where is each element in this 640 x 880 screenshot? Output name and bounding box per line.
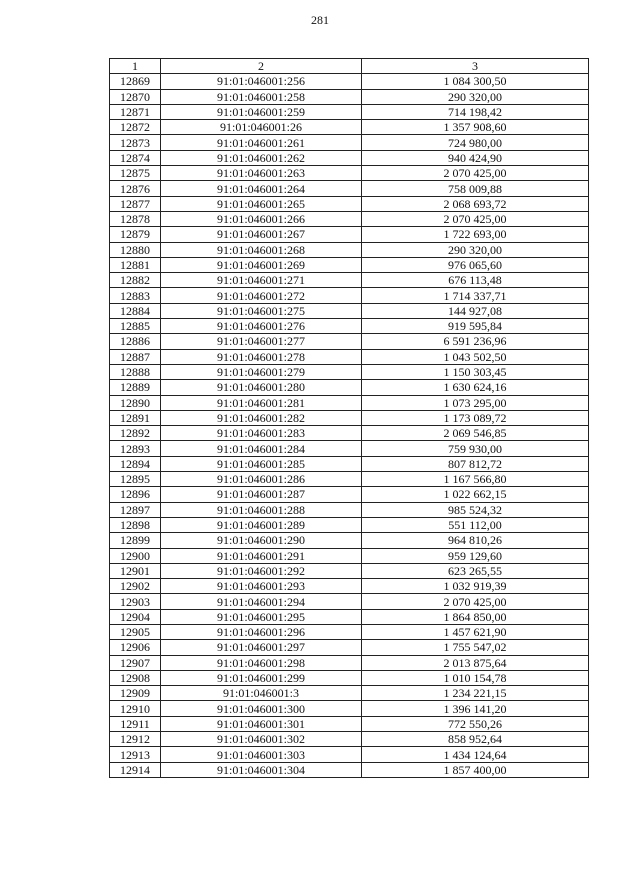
cadastral-number-cell: 91:01:046001:264 [161, 181, 362, 196]
row-number-cell: 12912 [110, 732, 161, 747]
table-row [110, 288, 589, 303]
table-row [110, 242, 589, 257]
row-number-cell: 12894 [110, 456, 161, 471]
value-cell: 1 396 141,20 [362, 701, 589, 716]
table-row [110, 548, 589, 563]
table-row [110, 166, 589, 181]
registry-table [109, 58, 589, 778]
cadastral-number-cell: 91:01:046001:265 [161, 196, 362, 211]
cadastral-number-cell: 91:01:046001:299 [161, 670, 362, 685]
value-cell: 919 595,84 [362, 319, 589, 334]
cadastral-number-cell: 91:01:046001:266 [161, 211, 362, 226]
cadastral-number-cell: 91:01:046001:272 [161, 288, 362, 303]
row-number-cell: 12874 [110, 150, 161, 165]
value-cell: 1 167 566,80 [362, 472, 589, 487]
row-number-cell: 12903 [110, 594, 161, 609]
row-number-cell: 12878 [110, 211, 161, 226]
cadastral-number-cell: 91:01:046001:271 [161, 273, 362, 288]
table-row [110, 441, 589, 456]
row-number-cell: 12882 [110, 273, 161, 288]
row-number-cell: 12876 [110, 181, 161, 196]
value-cell: 1 864 850,00 [362, 609, 589, 624]
cadastral-number-cell: 91:01:046001:258 [161, 89, 362, 104]
row-number-cell: 12880 [110, 242, 161, 257]
row-number-cell: 12902 [110, 579, 161, 594]
row-number-cell: 12897 [110, 502, 161, 517]
row-number-cell: 12901 [110, 563, 161, 578]
value-cell: 1 434 124,64 [362, 747, 589, 762]
table-row [110, 426, 589, 441]
table-row [110, 380, 589, 395]
value-cell: 1 043 502,50 [362, 349, 589, 364]
row-number-cell: 12896 [110, 487, 161, 502]
value-cell: 623 265,55 [362, 563, 589, 578]
cadastral-number-cell: 91:01:046001:293 [161, 579, 362, 594]
value-cell: 759 930,00 [362, 441, 589, 456]
table-row [110, 732, 589, 747]
table-row [110, 670, 589, 685]
table-row [110, 211, 589, 226]
value-cell: 758 009,88 [362, 181, 589, 196]
row-number-cell: 12892 [110, 426, 161, 441]
table-row [110, 410, 589, 425]
cadastral-number-cell: 91:01:046001:267 [161, 227, 362, 242]
row-number-cell: 12895 [110, 472, 161, 487]
table-row [110, 196, 589, 211]
cadastral-number-cell: 91:01:046001:288 [161, 502, 362, 517]
cadastral-number-cell: 91:01:046001:3 [161, 686, 362, 701]
value-cell: 1 630 624,16 [362, 380, 589, 395]
table-row [110, 104, 589, 119]
cadastral-number-cell: 91:01:046001:276 [161, 319, 362, 334]
row-number-cell: 12890 [110, 395, 161, 410]
table-row [110, 456, 589, 471]
row-number-cell: 12907 [110, 655, 161, 670]
table-row [110, 686, 589, 701]
cadastral-number-cell: 91:01:046001:291 [161, 548, 362, 563]
table-row [110, 502, 589, 517]
cadastral-number-cell: 91:01:046001:304 [161, 762, 362, 777]
table-header [110, 59, 589, 74]
row-number-cell: 12914 [110, 762, 161, 777]
cadastral-number-cell: 91:01:046001:262 [161, 150, 362, 165]
row-number-cell: 12869 [110, 74, 161, 89]
table-row [110, 579, 589, 594]
row-number-cell: 12893 [110, 441, 161, 456]
cadastral-number-cell: 91:01:046001:297 [161, 640, 362, 655]
cadastral-number-cell: 91:01:046001:280 [161, 380, 362, 395]
value-cell: 976 065,60 [362, 257, 589, 272]
table-row [110, 517, 589, 532]
value-cell: 2 070 425,00 [362, 166, 589, 181]
table-row [110, 701, 589, 716]
cadastral-number-cell: 91:01:046001:301 [161, 716, 362, 731]
value-cell: 714 198,42 [362, 104, 589, 119]
table-row [110, 762, 589, 777]
table-row [110, 89, 589, 104]
cadastral-number-cell: 91:01:046001:277 [161, 334, 362, 349]
row-number-cell: 12905 [110, 624, 161, 639]
table-row [110, 716, 589, 731]
cadastral-number-cell: 91:01:046001:256 [161, 74, 362, 89]
value-cell: 2 070 425,00 [362, 211, 589, 226]
row-number-cell: 12900 [110, 548, 161, 563]
row-number-cell: 12877 [110, 196, 161, 211]
page-number: 281 [311, 13, 329, 27]
cadastral-number-cell: 91:01:046001:278 [161, 349, 362, 364]
row-number-cell: 12871 [110, 104, 161, 119]
value-cell: 2 069 546,85 [362, 426, 589, 441]
row-number-cell: 12881 [110, 257, 161, 272]
row-number-cell: 12904 [110, 609, 161, 624]
value-cell: 858 952,64 [362, 732, 589, 747]
row-number-cell: 12873 [110, 135, 161, 150]
value-cell: 676 113,48 [362, 273, 589, 288]
table-row [110, 609, 589, 624]
row-number-cell: 12911 [110, 716, 161, 731]
row-number-cell: 12870 [110, 89, 161, 104]
value-cell: 1 022 662,15 [362, 487, 589, 502]
row-number-cell: 12908 [110, 670, 161, 685]
table-row [110, 364, 589, 379]
value-cell: 2 013 875,64 [362, 655, 589, 670]
cadastral-number-cell: 91:01:046001:285 [161, 456, 362, 471]
table-row [110, 395, 589, 410]
table-row [110, 624, 589, 639]
value-cell: 1 150 303,45 [362, 364, 589, 379]
value-cell: 964 810,26 [362, 533, 589, 548]
value-cell: 1 032 919,39 [362, 579, 589, 594]
table-row [110, 334, 589, 349]
table-row [110, 349, 589, 364]
table-row [110, 150, 589, 165]
row-number-cell: 12906 [110, 640, 161, 655]
table-row [110, 135, 589, 150]
header-col-1: 1 [110, 59, 161, 74]
cadastral-number-cell: 91:01:046001:302 [161, 732, 362, 747]
value-cell: 1 457 621,90 [362, 624, 589, 639]
table-row [110, 472, 589, 487]
table-row [110, 640, 589, 655]
value-cell: 6 591 236,96 [362, 334, 589, 349]
value-cell: 1 234 221,15 [362, 686, 589, 701]
table-row [110, 181, 589, 196]
row-number-cell: 12879 [110, 227, 161, 242]
value-cell: 985 524,32 [362, 502, 589, 517]
value-cell: 1 722 693,00 [362, 227, 589, 242]
header-col-2: 2 [161, 59, 362, 74]
cadastral-number-cell: 91:01:046001:281 [161, 395, 362, 410]
value-cell: 2 068 693,72 [362, 196, 589, 211]
table-body [110, 74, 589, 778]
value-cell: 1 857 400,00 [362, 762, 589, 777]
row-number-cell: 12887 [110, 349, 161, 364]
header-col-3: 3 [362, 59, 589, 74]
row-number-cell: 12875 [110, 166, 161, 181]
value-cell: 724 980,00 [362, 135, 589, 150]
cadastral-number-cell: 91:01:046001:290 [161, 533, 362, 548]
row-number-cell: 12886 [110, 334, 161, 349]
value-cell: 959 129,60 [362, 548, 589, 563]
table-row [110, 747, 589, 762]
cadastral-number-cell: 91:01:046001:294 [161, 594, 362, 609]
cadastral-number-cell: 91:01:046001:286 [161, 472, 362, 487]
row-number-cell: 12883 [110, 288, 161, 303]
value-cell: 1 755 547,02 [362, 640, 589, 655]
cadastral-number-cell: 91:01:046001:275 [161, 303, 362, 318]
value-cell: 1 010 154,78 [362, 670, 589, 685]
cadastral-number-cell: 91:01:046001:263 [161, 166, 362, 181]
row-number-cell: 12913 [110, 747, 161, 762]
value-cell: 1 714 337,71 [362, 288, 589, 303]
cadastral-number-cell: 91:01:046001:269 [161, 257, 362, 272]
table-row [110, 273, 589, 288]
row-number-cell: 12888 [110, 364, 161, 379]
row-number-cell: 12872 [110, 120, 161, 135]
value-cell: 290 320,00 [362, 89, 589, 104]
row-number-cell: 12889 [110, 380, 161, 395]
cadastral-number-cell: 91:01:046001:26 [161, 120, 362, 135]
row-number-cell: 12884 [110, 303, 161, 318]
row-number-cell: 12909 [110, 686, 161, 701]
table-row [110, 563, 589, 578]
table-row [110, 120, 589, 135]
cadastral-number-cell: 91:01:046001:283 [161, 426, 362, 441]
row-number-cell: 12899 [110, 533, 161, 548]
value-cell: 290 320,00 [362, 242, 589, 257]
table-row [110, 227, 589, 242]
table-row [110, 319, 589, 334]
cadastral-number-cell: 91:01:046001:295 [161, 609, 362, 624]
table-row [110, 533, 589, 548]
table-row [110, 655, 589, 670]
value-cell: 2 070 425,00 [362, 594, 589, 609]
cadastral-number-cell: 91:01:046001:292 [161, 563, 362, 578]
value-cell: 551 112,00 [362, 517, 589, 532]
cadastral-number-cell: 91:01:046001:261 [161, 135, 362, 150]
cadastral-number-cell: 91:01:046001:259 [161, 104, 362, 119]
table-row [110, 487, 589, 502]
cadastral-number-cell: 91:01:046001:268 [161, 242, 362, 257]
cadastral-number-cell: 91:01:046001:289 [161, 517, 362, 532]
value-cell: 772 550,26 [362, 716, 589, 731]
header-row [110, 59, 589, 74]
value-cell: 1 173 089,72 [362, 410, 589, 425]
value-cell: 144 927,08 [362, 303, 589, 318]
value-cell: 1 073 295,00 [362, 395, 589, 410]
value-cell: 1 084 300,50 [362, 74, 589, 89]
table-row [110, 257, 589, 272]
row-number-cell: 12898 [110, 517, 161, 532]
value-cell: 807 812,72 [362, 456, 589, 471]
row-number-cell: 12891 [110, 410, 161, 425]
cadastral-number-cell: 91:01:046001:279 [161, 364, 362, 379]
cadastral-number-cell: 91:01:046001:296 [161, 624, 362, 639]
table-row [110, 303, 589, 318]
cadastral-number-cell: 91:01:046001:287 [161, 487, 362, 502]
table-row [110, 74, 589, 89]
cadastral-number-cell: 91:01:046001:298 [161, 655, 362, 670]
row-number-cell: 12885 [110, 319, 161, 334]
value-cell: 1 357 908,60 [362, 120, 589, 135]
cadastral-number-cell: 91:01:046001:282 [161, 410, 362, 425]
table-row [110, 594, 589, 609]
cadastral-number-cell: 91:01:046001:300 [161, 701, 362, 716]
value-cell: 940 424,90 [362, 150, 589, 165]
cadastral-number-cell: 91:01:046001:303 [161, 747, 362, 762]
cadastral-number-cell: 91:01:046001:284 [161, 441, 362, 456]
row-number-cell: 12910 [110, 701, 161, 716]
